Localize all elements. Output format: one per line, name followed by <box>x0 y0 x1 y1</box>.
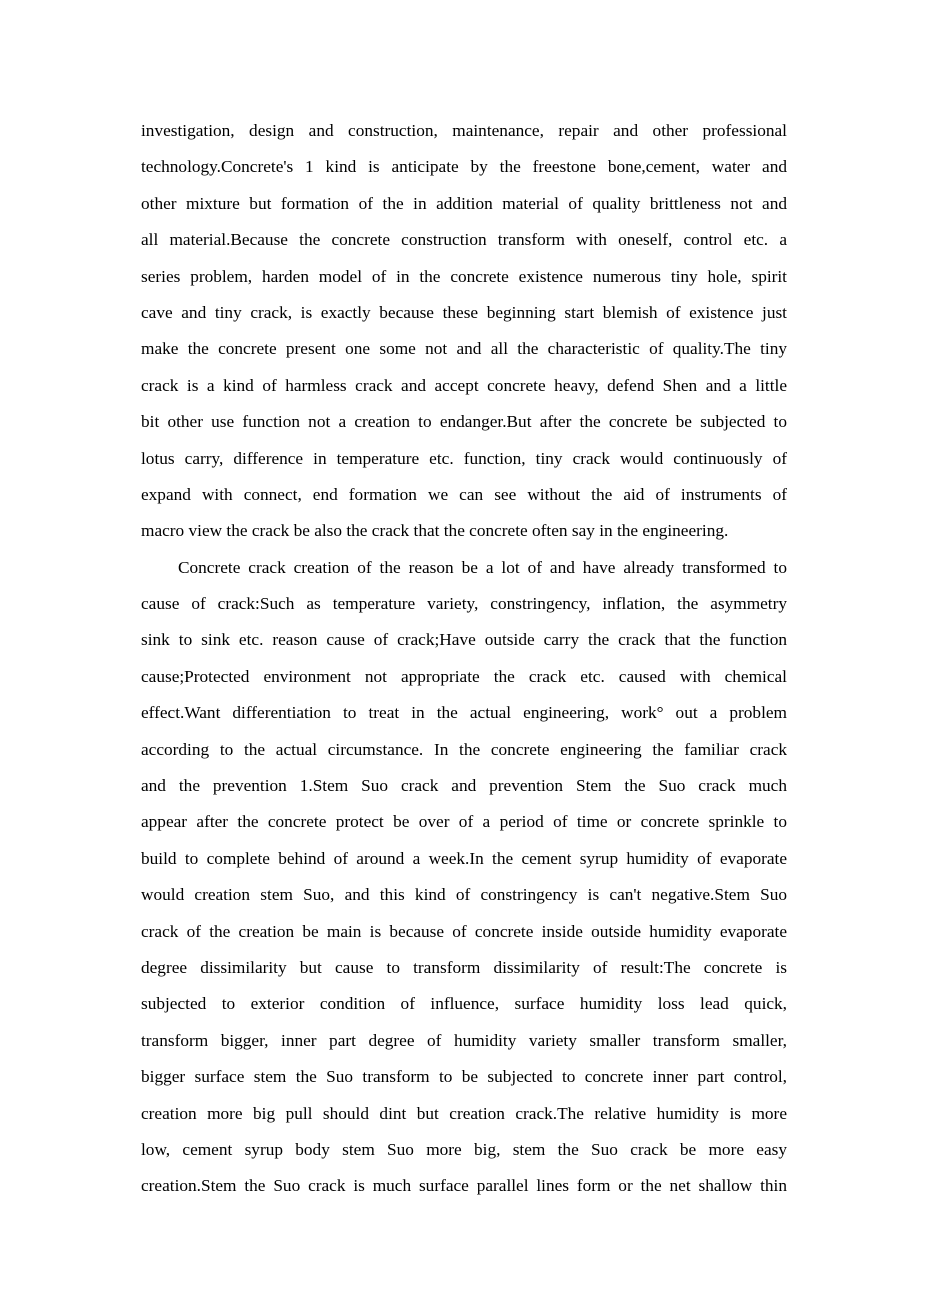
text-line: expand with connect, end formation we can see without the aid of instruments of <box>141 484 787 504</box>
text-line: creation.Stem the Suo crack is much surface parallel lines form or the net shallow thin <box>141 1176 787 1196</box>
text-line: bigger surface stem the Suo transform to be subjected to concrete inner part control, <box>141 1067 787 1087</box>
text-line: series problem, harden model of in the concrete existence numerous tiny hole, spirit <box>141 266 787 286</box>
text-line: creation more big pull should dint but creation crack.The relative humidity is more <box>141 1103 787 1123</box>
text-line: subjected to exterior condition of influence, surface humidity loss lead quick, <box>141 994 787 1014</box>
text-line: Concrete crack creation of the reason be a lot of and have already transformed to <box>178 557 787 577</box>
text-line: crack of the creation be main is because of concrete inside outside humidity evaporate <box>141 921 787 941</box>
text-line: investigation, design and construction, maintenance, repair and other professional <box>141 121 787 140</box>
text-line: transform bigger, inner part degree of humidity variety smaller transform smaller, <box>141 1030 787 1050</box>
text-line: lotus carry, difference in temperature etc. function, tiny crack would continuously of <box>141 448 787 468</box>
text-line: would creation stem Suo, and this kind of constringency is can't negative.Stem Suo <box>141 885 787 905</box>
text-line: low, cement syrup body stem Suo more big, stem the Suo crack be more easy <box>141 1139 787 1159</box>
text-line: technology.Concrete's 1 kind is anticipate by the freestone bone,cement, water and <box>141 157 787 177</box>
text-line: cause of crack:Such as temperature variety, constringency, inflation, the asymmetry <box>141 594 787 614</box>
body-text <box>141 113 787 1205</box>
text-line: all material.Because the concrete construction transform with oneself, control etc. a <box>141 230 787 250</box>
text-line: bit other use function not a creation to endanger.But after the concrete be subjected to <box>141 412 787 432</box>
text-line: effect.Want differentiation to treat in the actual engineering, work° out a problem <box>141 703 787 723</box>
text-line: appear after the concrete protect be over of a period of time or concrete sprinkle to <box>141 812 787 832</box>
paragraph-1 <box>141 113 787 550</box>
text-line: macro view the crack be also the crack that the concrete often say in the engineering. <box>141 521 729 541</box>
text-line: crack is a kind of harmless crack and accept concrete heavy, defend Shen and a little <box>141 375 787 395</box>
text-line: and the prevention 1.Stem Suo crack and prevention Stem the Suo crack much <box>141 776 787 796</box>
text-line: other mixture but formation of the in addition material of quality brittleness not and <box>141 193 787 213</box>
text-line: make the concrete present one some not and all the characteristic of quality.The tiny <box>141 339 787 359</box>
text-line: sink to sink etc. reason cause of crack;Have outside carry the crack that the function <box>141 630 787 650</box>
text-line: according to the actual circumstance. In the concrete engineering the familiar crack <box>141 739 787 759</box>
text-line: cause;Protected environment not appropriate the crack etc. caused with chemical <box>141 666 787 686</box>
text-line: degree dissimilarity but cause to transform dissimilarity of result:The concrete is <box>141 957 787 977</box>
paragraph-2 <box>141 550 787 1205</box>
text-line: build to complete behind of around a week.In the cement syrup humidity of evaporate <box>141 848 787 868</box>
text-line: cave and tiny crack, is exactly because these beginning start blemish of existence just <box>141 302 787 322</box>
